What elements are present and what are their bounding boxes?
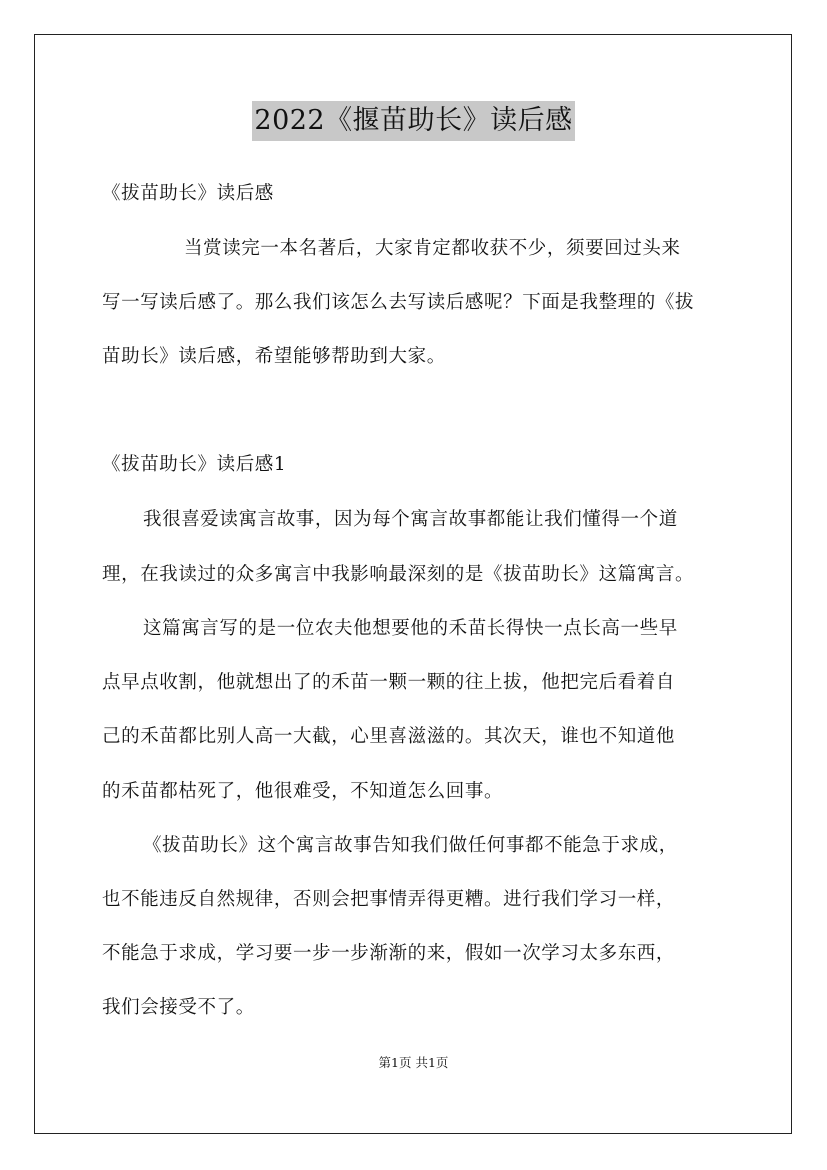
title-container [0, 101, 827, 141]
section-heading: 《拔苗助长》读后感1 [102, 454, 287, 475]
paragraph-line: 己的禾苗都比别人高一大截，心里喜滋滋的。其次天，谁也不知道他 [102, 726, 676, 747]
paragraph-line: 苗助长》读后感，希望能够帮助到大家。 [102, 346, 446, 367]
paragraph-line: 理，在我读过的众多寓言中我影响最深刻的是《拔苗助长》这篇寓言。 [102, 564, 695, 585]
paragraph-line: 不能急于求成，学习要一步一步渐渐的来，假如一次学习太多东西， [102, 943, 676, 964]
section-heading: 《拔苗助长》读后感 [102, 183, 274, 204]
paragraph-line: 点早点收割，他就想出了的禾苗一颗一颗的往上拔，他把完后看着自 [102, 672, 676, 693]
paragraph-line: 《拔苗助长》这个寓言故事告知我们做任何事都不能急于求成， [143, 835, 678, 856]
paragraph-line: 我们会接受不了。 [102, 997, 255, 1018]
paragraph-line: 也不能违反自然规律，否则会把事情弄得更糟。进行我们学习一样， [102, 889, 676, 910]
paragraph-line: 我很喜爱读寓言故事，因为每个寓言故事都能让我们懂得一个道 [143, 509, 678, 530]
document-title: 2022《揠苗助长》读后感 [252, 101, 574, 141]
paragraph-line: 写一写读后感了。那么我们该怎么去写读后感呢？下面是我整理的《拔 [102, 292, 695, 313]
paragraph-line: 的禾苗都枯死了，他很难受，不知道怎么回事。 [102, 781, 504, 802]
paragraph-line: 这篇寓言写的是一位农夫他想要他的禾苗长得快一点长高一些早 [143, 618, 678, 639]
page-footer: 第1页 共1页 [378, 1055, 449, 1070]
paragraph-line: 当赏读完一本名著后，大家肯定都收获不少，须要回过头来 [184, 238, 681, 259]
